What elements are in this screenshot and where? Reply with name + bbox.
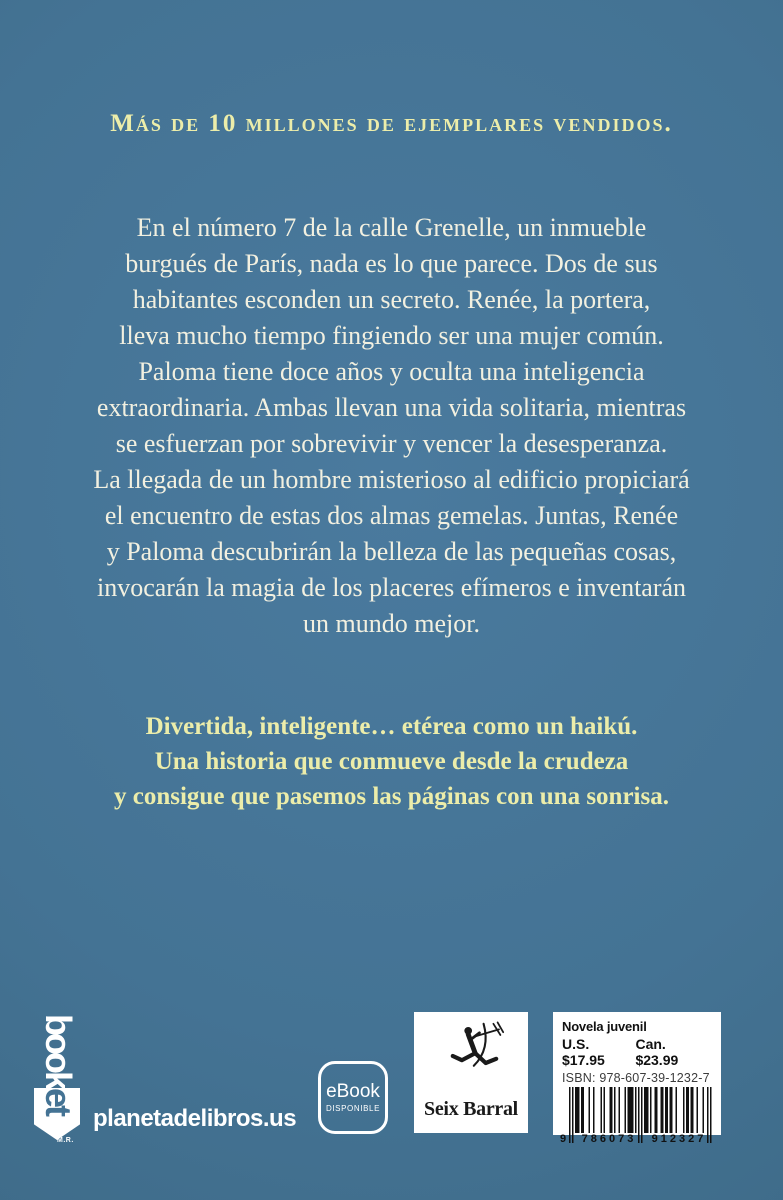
- price-row: [562, 1036, 712, 1068]
- barcode-panel: [553, 1012, 721, 1145]
- price-us: U.S. $17.95: [562, 1036, 605, 1068]
- barcode-digit-lead: 9: [560, 1133, 567, 1145]
- review-quote-line: Una historia que conmueve desde la crudeza: [154, 748, 629, 775]
- isbn-label: ISBN: 978-607-39-1232-7: [562, 1071, 710, 1085]
- synopsis-line: habitantes esconden un secreto. Renée, la portera,: [132, 285, 651, 314]
- synopsis-line: burgués de París, nada es lo que parece. Dos de sus: [125, 249, 658, 278]
- seix-barral-logo: [414, 1012, 528, 1133]
- seix-barral-label: Seix Barral: [424, 1098, 518, 1120]
- barcode: [562, 1087, 712, 1147]
- synopsis-line: Paloma tiene doce años y oculta una inteligencia: [138, 357, 645, 386]
- ebook-badge-title: eBook: [326, 1081, 380, 1102]
- sales-tagline: Más de 10 millones de ejemplares vendidos.: [110, 110, 673, 137]
- review-quote-line: Divertida, inteligente… etérea como un haikú.: [145, 713, 638, 740]
- review-quote-line: y consigue que pasemos las páginas con una sonrisa.: [114, 783, 669, 810]
- review-quote: [0, 709, 783, 814]
- barcode-digits-right: 912327: [651, 1133, 707, 1145]
- synopsis-line: invocarán la magia de los placeres efímeros e inventarán: [96, 573, 687, 602]
- synopsis-line: lleva mucho tiempo fingiendo ser una mujer común.: [119, 321, 664, 350]
- category-label: Novela juvenil: [562, 1019, 647, 1034]
- barcode-digits-left: 786073: [581, 1133, 637, 1145]
- booket-logo-text-end: et: [38, 1088, 79, 1115]
- synopsis-line: el encuentro de estas dos almas gemelas. Juntas, Renée: [104, 501, 679, 530]
- synopsis-line: y Paloma descubrirán la belleza de las pequeñas cosas,: [106, 537, 677, 566]
- synopsis-text: [0, 210, 783, 642]
- synopsis-line: se esfuerzan por sobrevivir y vencer la desesperanza.: [115, 429, 668, 458]
- trademark-label: M.R.: [57, 1137, 74, 1144]
- synopsis-line: En el número 7 de la calle Grenelle, un inmueble: [136, 213, 647, 242]
- ebook-badge-subtitle: DISPONIBLE: [325, 1104, 380, 1113]
- synopsis-line: extraordinaria. Ambas llevan una vida solitaria, mientras: [96, 393, 687, 422]
- price-can: Can. $23.99: [635, 1036, 679, 1068]
- booket-logo: [36, 1014, 80, 1140]
- ebook-badge: [318, 1061, 388, 1134]
- archer-icon: [439, 1020, 509, 1092]
- planetadelibros-logo: planetadelibros.us: [93, 1105, 297, 1132]
- synopsis-line: un mundo mejor.: [303, 609, 480, 638]
- booket-logo-text: book: [38, 1014, 79, 1088]
- synopsis-line: La llegada de un hombre misterioso al edificio propiciará: [93, 465, 690, 494]
